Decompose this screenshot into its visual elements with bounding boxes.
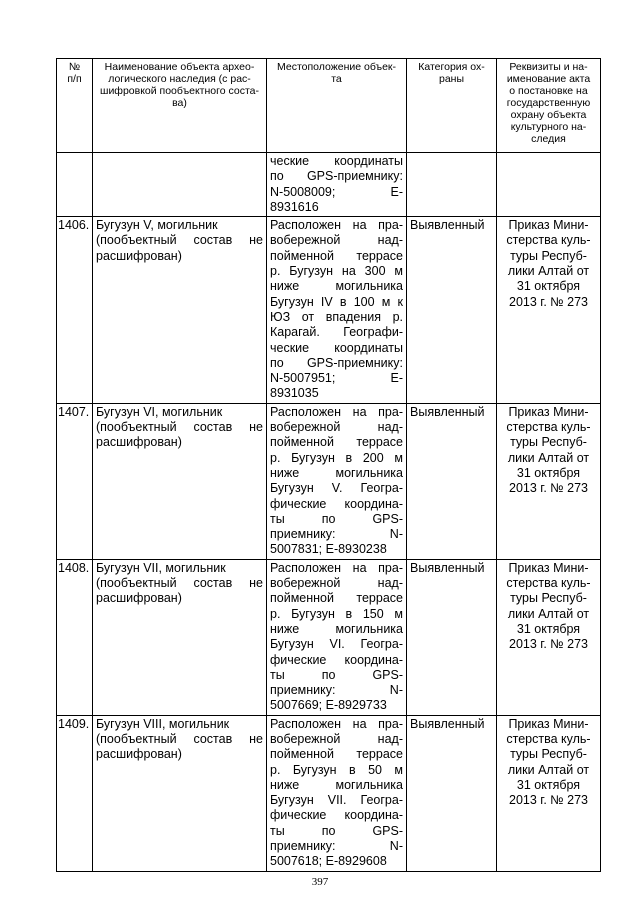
continuation-num-cell [57,153,93,217]
object-name-line: расшифрован) [96,435,182,450]
location-line: по GPS-приемнику: [270,355,403,370]
location-line: ниже могильника [270,465,403,480]
object-name-cell [93,403,267,559]
object-name-line: Бугузун VIII, могильник [96,716,230,731]
requisites-line: лики Алтай от [507,450,590,465]
location-line: приемнику: N- [270,683,403,698]
continuation-name-cell [93,153,267,217]
requisites-cell [497,217,601,404]
table-header-row [57,59,601,153]
requisites-line: лики Алтай от [507,264,590,279]
continuation-requisites-cell [497,153,601,217]
requisites-line: стерства куль- [506,576,591,591]
table-row [57,559,601,715]
requisites-line: 2013 г. № 273 [509,294,588,309]
requisites-cell [497,715,601,871]
requisites-line: туры Респуб- [510,435,587,450]
object-name-cell [93,217,267,404]
object-name-line: Бугузун VI, могильник [96,404,223,419]
location-line: р. Бугузун в 50 м [270,762,403,777]
location-line: Расположен на пра- [270,404,403,419]
location-line: р. Бугузун в 150 м [270,606,403,621]
table-row [57,217,601,404]
location-line: пойменной террасе [270,747,403,762]
object-name-line: Бугузун VII, могильник [96,560,226,575]
row-number: 1406. [57,217,93,404]
location-line: ниже могильника [270,777,403,792]
location-line: вобережной над- [270,731,403,746]
header-category: Категория ох- раны [407,59,497,153]
row-number: 1407. [57,403,93,559]
requisites-line: 31 октября [516,777,581,792]
row-number: 1409. [57,715,93,871]
location-cell [267,217,407,404]
location-line: 5007618; E-8929608 [270,854,387,869]
requisites-line: 31 октября [516,621,581,636]
requisites-line: туры Респуб- [510,248,587,263]
category-cell: Выявленный [407,403,497,559]
header-num: № п/п [57,59,93,153]
location-line: ниже могильника [270,279,403,294]
location-line: пойменной террасе [270,248,403,263]
location-line: Карагай. Географи- [270,325,403,340]
location-line: фические координа- [270,808,403,823]
location-line: Бугузун IV в 100 м к [270,294,403,309]
location-line: 5007831; E-8930238 [270,542,387,557]
location-line: 5007669; E-8929733 [270,698,387,713]
requisites-line: лики Алтай от [507,762,590,777]
location-line: р. Бугузун в 200 м [270,450,403,465]
object-name-line: (пообъектный состав не [96,233,263,248]
location-line: приемнику: N- [270,527,403,542]
location-line: Бугузун VI. Геогра- [270,637,403,652]
requisites-line: туры Респуб- [510,591,587,606]
location-line: р. Бугузун на 300 м [270,264,403,279]
continuation-row [57,153,601,217]
location-line: фические координа- [270,496,403,511]
table-row [57,403,601,559]
location-line: пойменной террасе [270,435,403,450]
requisites-line: 2013 г. № 273 [509,481,588,496]
location-line: N-5007951; E- [270,371,403,386]
location-line: ческие координаты [270,340,403,355]
requisites-line: 2013 г. № 273 [509,793,588,808]
location-line: Расположен на пра- [270,218,403,233]
object-name-line: (пообъектный состав не [96,576,263,591]
requisites-line: Приказ Мини- [508,404,589,419]
location-line: вобережной над- [270,420,403,435]
location-line: ты по GPS- [270,511,403,526]
row-number: 1408. [57,559,93,715]
requisites-line: 31 октября [516,465,581,480]
location-line: ческие координаты [270,154,403,168]
category-cell: Выявленный [407,715,497,871]
location-line: ты по GPS- [270,667,403,682]
location-line: вобережной над- [270,576,403,591]
requisites-line: Приказ Мини- [508,716,589,731]
location-line: по GPS-приемнику: [270,169,403,184]
location-line: N-5008009; E- [270,184,403,199]
table-row [57,715,601,871]
object-name-cell [93,715,267,871]
heritage-table [56,58,601,872]
requisites-line: стерства куль- [506,420,591,435]
location-line: фические координа- [270,652,403,667]
requisites-line: 2013 г. № 273 [509,637,588,652]
location-line: Бугузун V. Геогра- [270,481,403,496]
requisites-line: стерства куль- [506,731,591,746]
category-cell: Выявленный [407,559,497,715]
requisites-line: туры Респуб- [510,747,587,762]
header-requisites: Реквизиты и на- именование акта о постановке на государственную охрану объекта культурного на- следия [497,59,601,153]
category-cell: Выявленный [407,217,497,404]
location-line: Бугузун VII. Геогра- [270,793,403,808]
location-line: Расположен на пра- [270,560,403,575]
location-line: 8931035 [270,386,319,401]
continuation-category-cell [407,153,497,217]
location-cell [267,403,407,559]
location-line: ЮЗ от впадения р. [270,309,403,324]
location-line: ты по GPS- [270,823,403,838]
object-name-line: расшифрован) [96,747,182,762]
location-line: вобережной над- [270,233,403,248]
location-line: 8931616 [270,199,319,214]
requisites-line: Приказ Мини- [508,560,589,575]
object-name-cell [93,559,267,715]
requisites-line: стерства куль- [506,233,591,248]
object-name-line: расшифрован) [96,591,182,606]
requisites-cell [497,403,601,559]
location-line: Расположен на пра- [270,716,403,731]
requisites-cell [497,559,601,715]
location-cell [267,559,407,715]
header-location: Местоположение объек- та [267,59,407,153]
object-name-line: Бугузун V, могильник [96,218,218,233]
object-name-line: (пообъектный состав не [96,731,263,746]
header-name: Наименование объекта архео- логического наследия (с рас- шифровкой пообъектного соста- ва) [93,59,267,153]
location-line: пойменной террасе [270,591,403,606]
location-line: ниже могильника [270,621,403,636]
requisites-line: 31 октября [516,279,581,294]
object-name-line: (пообъектный состав не [96,420,263,435]
continuation-location-cell [267,153,407,217]
location-line: приемнику: N- [270,839,403,854]
object-name-line: расшифрован) [96,248,182,263]
page-number: 397 [311,876,329,888]
location-cell [267,715,407,871]
requisites-line: лики Алтай от [507,606,590,621]
requisites-line: Приказ Мини- [508,218,589,233]
